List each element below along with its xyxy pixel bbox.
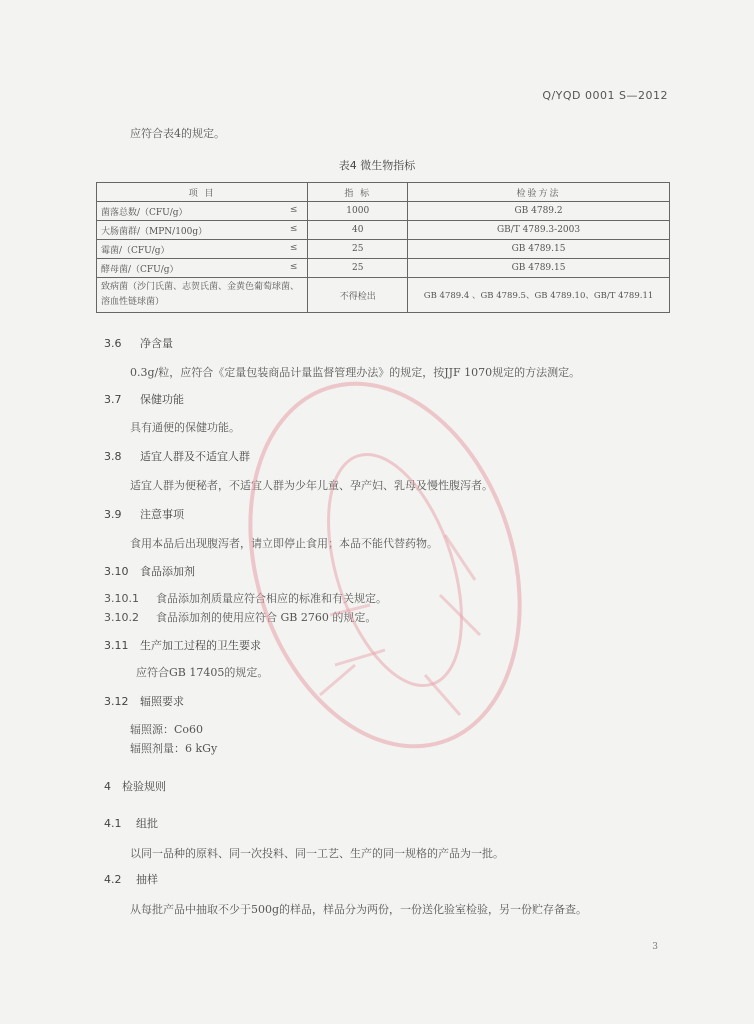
clause-text: 食品添加剂的使用应符合 GB 2760 的规定。 bbox=[156, 611, 377, 624]
section-number: 3.11 bbox=[104, 639, 129, 652]
page-number: 3 bbox=[652, 942, 658, 952]
intro-text: 应符合表4的规定。 bbox=[130, 127, 225, 140]
row-value: 不得检出 bbox=[308, 278, 408, 313]
section-3-6-text: 0.3g/粒，应符合《定量包装商品计量监督管理办法》的规定，按JJF 1070规定的方法测定。 bbox=[130, 366, 581, 379]
irradiation-dose: 辐照剂量：6 kGy bbox=[130, 742, 218, 755]
le-sign: ≤ bbox=[289, 224, 298, 234]
section-3-12-heading bbox=[104, 693, 184, 709]
row-value: 25 bbox=[308, 240, 408, 259]
row-value: 25 bbox=[308, 259, 408, 278]
section-3-9-text: 食用本品后出现腹泻者，请立即停止食用；本品不能代替药物。 bbox=[130, 537, 438, 550]
section-3-11-text: 应符合GB 17405的规定。 bbox=[136, 666, 269, 679]
row-method: GB 4789.15 bbox=[408, 240, 670, 259]
clause-3-10-2 bbox=[104, 609, 376, 625]
row-method: GB 4789.15 bbox=[408, 259, 670, 278]
row-item-label: 酵母菌/（CFU/g） bbox=[101, 264, 179, 275]
row-method: GB 4789.4 、GB 4789.5、GB 4789.10、GB/T 4789.11 bbox=[408, 278, 670, 313]
section-3-11-heading bbox=[104, 637, 261, 653]
row-item: 致病菌（沙门氏菌、志贺氏菌、金黄色葡萄球菌、溶血性链球菌） bbox=[97, 278, 308, 313]
row-value: 1000 bbox=[308, 202, 408, 221]
section-number: 3.12 bbox=[104, 695, 129, 708]
row-method: GB 4789.2 bbox=[408, 202, 670, 221]
section-number: 3.8 bbox=[104, 450, 122, 463]
row-item bbox=[97, 259, 308, 278]
row-item-label: 大肠菌群/（MPN/100g） bbox=[101, 226, 208, 237]
official-seal-stamp bbox=[235, 365, 535, 765]
section-number: 3.7 bbox=[104, 393, 122, 406]
le-sign: ≤ bbox=[289, 205, 298, 215]
section-3-9-heading bbox=[104, 506, 184, 522]
section-number: 4 bbox=[104, 780, 111, 793]
table-row bbox=[97, 202, 670, 221]
section-title: 净含量 bbox=[140, 337, 173, 350]
section-title: 注意事项 bbox=[140, 508, 184, 521]
table-row bbox=[97, 221, 670, 240]
section-title: 保健功能 bbox=[140, 393, 184, 406]
le-sign: ≤ bbox=[289, 243, 298, 253]
section-number: 4.1 bbox=[104, 817, 122, 830]
section-title: 抽样 bbox=[136, 873, 158, 886]
row-item-label: 霉菌/（CFU/g） bbox=[101, 245, 170, 256]
section-4-heading bbox=[104, 778, 166, 794]
table-row bbox=[97, 259, 670, 278]
row-item-label: 菌落总数/（CFU/g） bbox=[101, 207, 188, 218]
section-title: 组批 bbox=[136, 817, 158, 830]
section-4-1-heading bbox=[104, 815, 158, 831]
section-title: 适宜人群及不适宜人群 bbox=[140, 450, 250, 463]
row-value: 40 bbox=[308, 221, 408, 240]
section-3-7-text: 具有通便的保健功能。 bbox=[130, 421, 240, 434]
section-title: 检验规则 bbox=[122, 780, 166, 793]
table-row bbox=[97, 278, 670, 313]
section-number: 3.9 bbox=[104, 508, 122, 521]
section-title: 生产加工过程的卫生要求 bbox=[140, 639, 261, 652]
le-sign: ≤ bbox=[289, 262, 298, 272]
section-3-6-heading bbox=[104, 335, 173, 351]
clause-number: 3.10.2 bbox=[104, 611, 139, 624]
section-4-2-text: 从每批产品中抽取不少于500g的样品，样品分为两份，一份送化验室检验，另一份贮存备查。 bbox=[130, 903, 588, 916]
section-number: 3.6 bbox=[104, 337, 122, 350]
section-4-1-text: 以同一品种的原料、同一次投料、同一工艺、生产的同一规格的产品为一批。 bbox=[130, 847, 504, 860]
clause-number: 3.10.1 bbox=[104, 592, 139, 605]
header-index: 指 标 bbox=[308, 183, 408, 202]
row-item bbox=[97, 202, 308, 221]
section-number: 4.2 bbox=[104, 873, 122, 886]
section-3-8-heading bbox=[104, 448, 250, 464]
row-method: GB/T 4789.3-2003 bbox=[408, 221, 670, 240]
document-number: Q/YQD 0001 S—2012 bbox=[542, 89, 668, 102]
header-item: 项 目 bbox=[97, 183, 308, 202]
table-row bbox=[97, 240, 670, 259]
header-method: 检验方法 bbox=[408, 183, 670, 202]
row-item bbox=[97, 240, 308, 259]
clause-3-10-1 bbox=[104, 590, 387, 606]
section-3-10-heading bbox=[104, 563, 195, 579]
section-3-7-heading bbox=[104, 391, 184, 407]
clause-text: 食品添加剂质量应符合相应的标准和有关规定。 bbox=[156, 592, 387, 605]
microbial-table bbox=[96, 182, 670, 313]
section-3-8-text: 适宜人群为便秘者，不适宜人群为少年儿童、孕产妇、乳母及慢性腹泻者。 bbox=[130, 479, 493, 492]
section-title: 辐照要求 bbox=[140, 695, 184, 708]
table-caption: 表4 微生物指标 bbox=[338, 159, 416, 172]
section-title: 食品添加剂 bbox=[140, 565, 195, 578]
section-number: 3.10 bbox=[104, 565, 129, 578]
table-header-row bbox=[97, 183, 670, 202]
section-4-2-heading bbox=[104, 871, 158, 887]
irradiation-source: 辐照源：Co60 bbox=[130, 723, 204, 736]
row-item bbox=[97, 221, 308, 240]
